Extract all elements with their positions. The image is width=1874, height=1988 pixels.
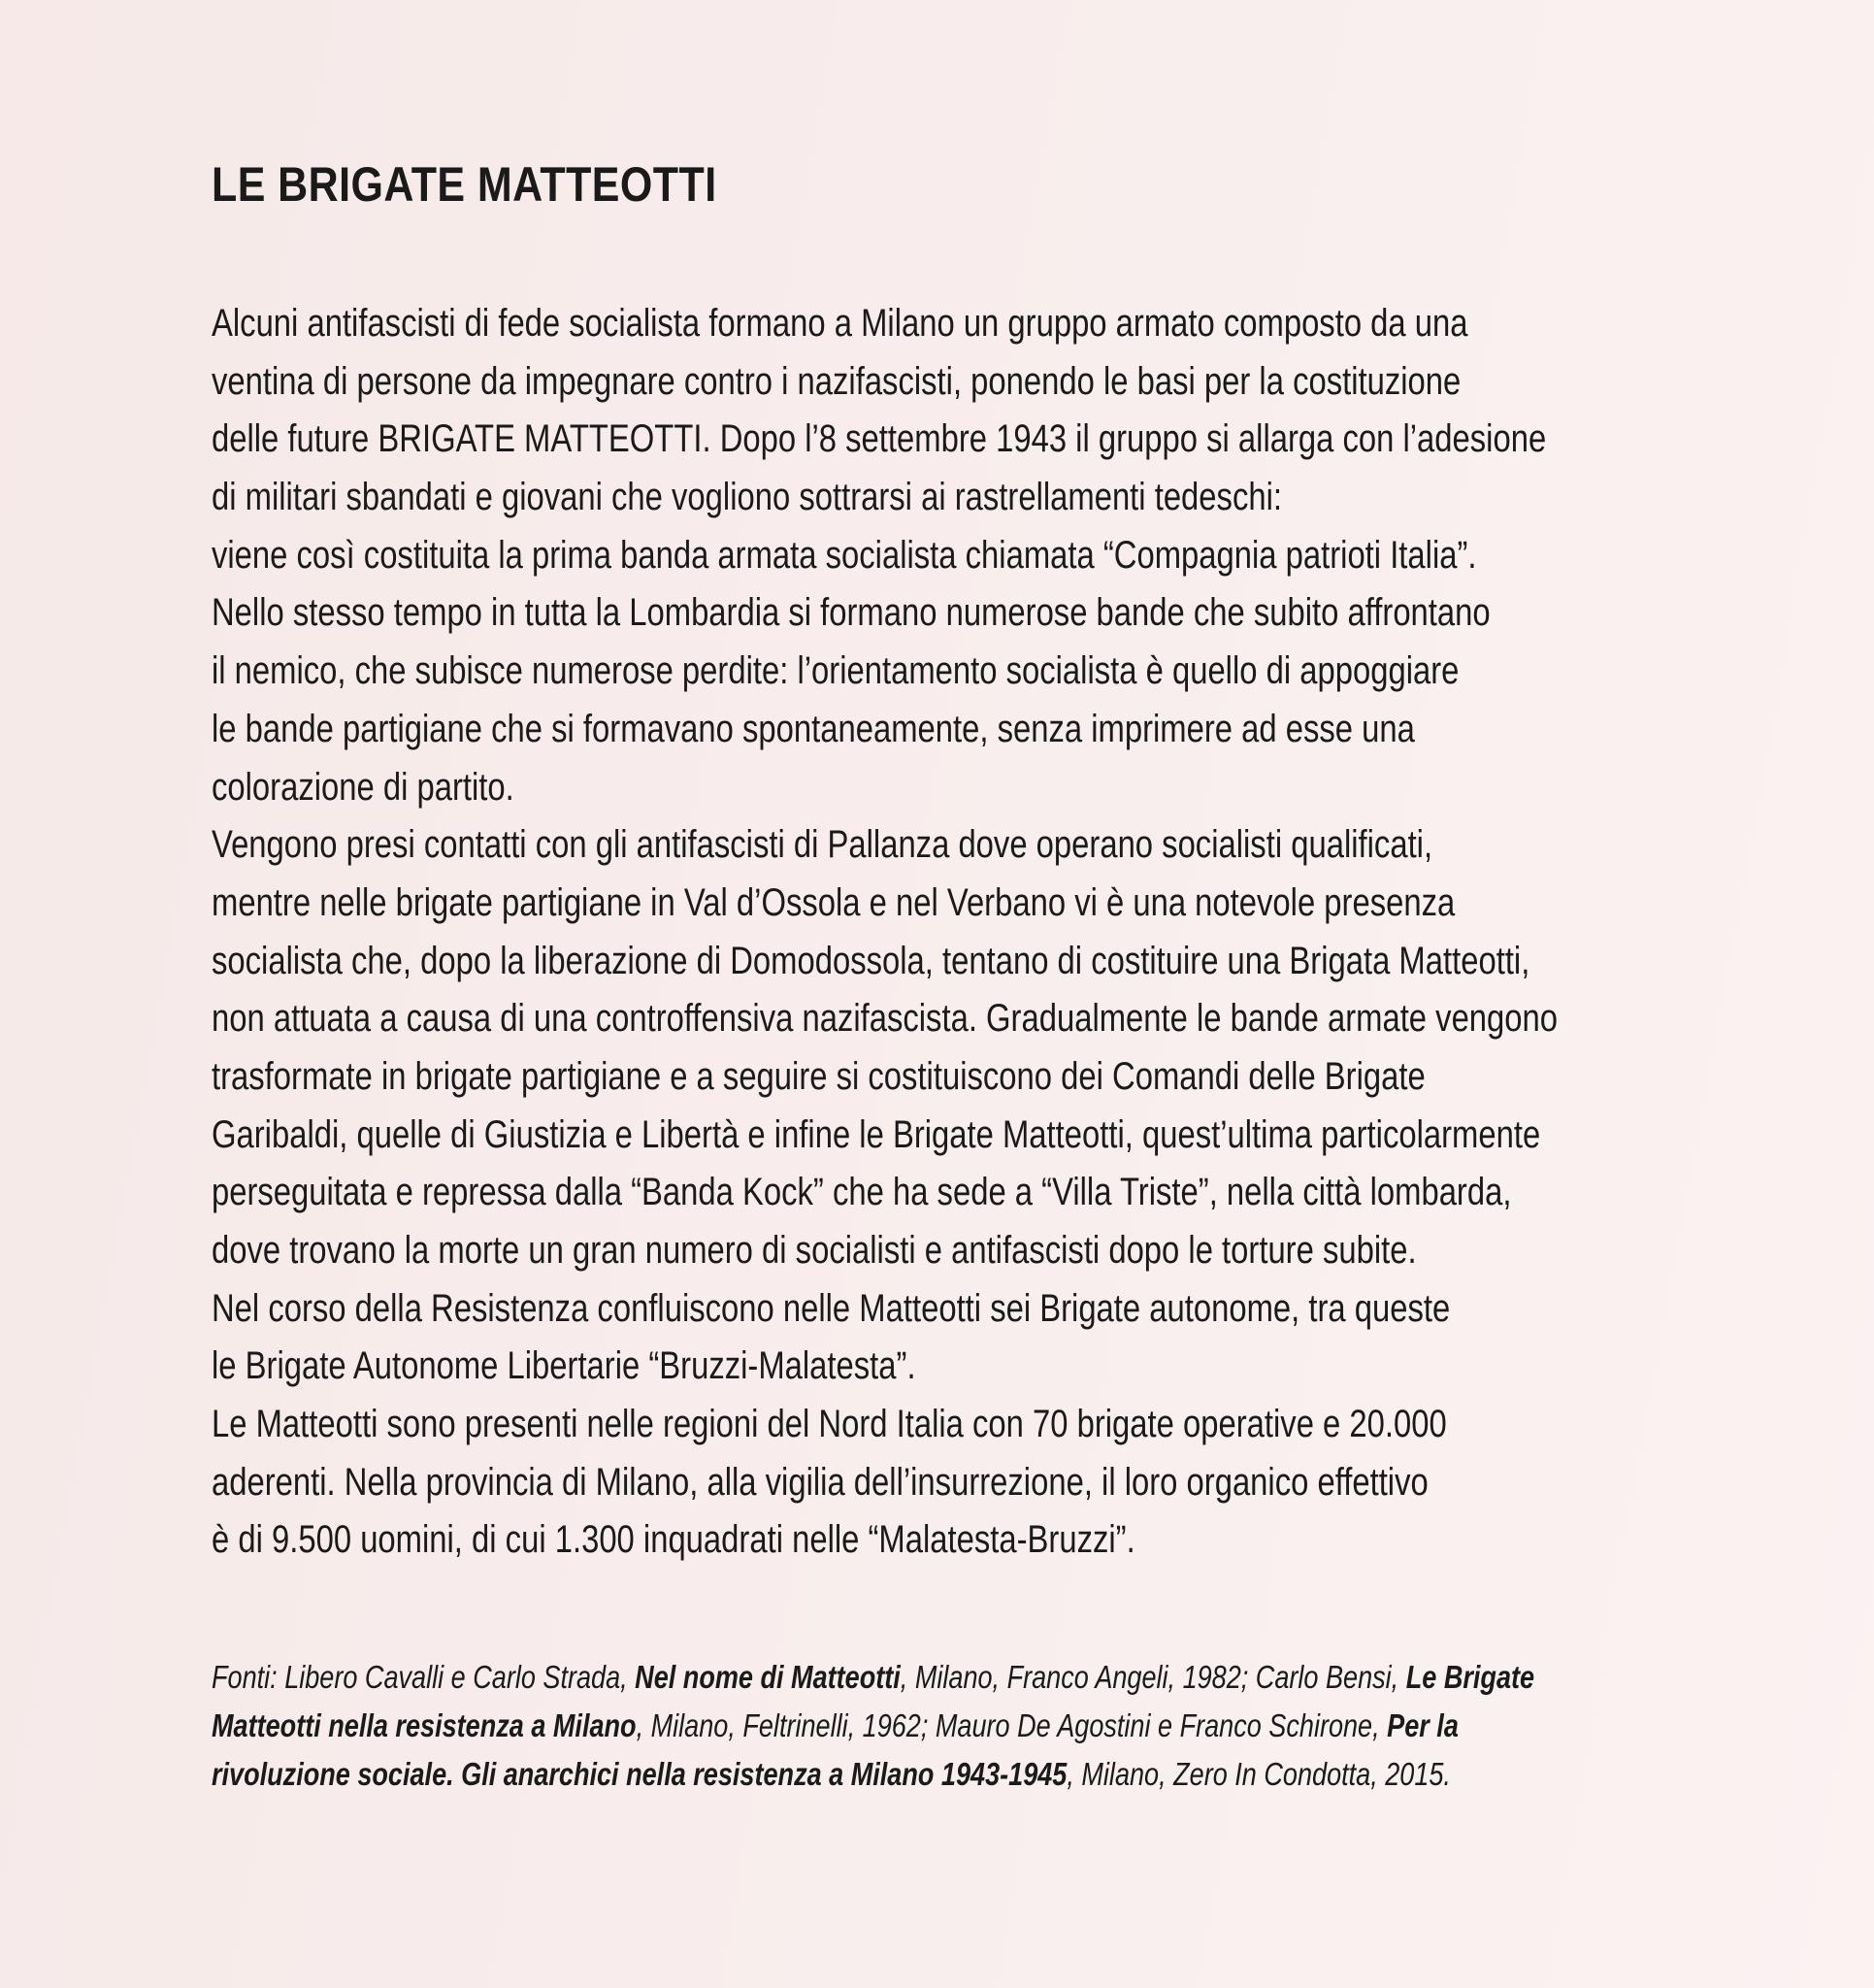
body-line: mentre nelle brigate partigiane in Val d’Ossola e nel Verbano vi è una notevole presenza	[212, 880, 1456, 924]
body-line: ventina di persone da impegnare contro i nazifascisti, ponendo le basi per la costituzione	[212, 359, 1462, 403]
body-line: delle future BRIGATE MATTEOTTI. Dopo l’8 settembre 1943 il gruppo si allarga con l’adesione	[212, 417, 1547, 461]
source-title: Nel nome di Matteotti	[635, 1659, 901, 1696]
body-line: dove trovano la morte un gran numero di socialisti e antifascisti dopo le torture subite.	[212, 1229, 1417, 1272]
source-text: Fonti: Libero Cavalli e Carlo Strada,	[212, 1659, 636, 1696]
body-line: Nel corso della Resistenza confluiscono nelle Matteotti sei Brigate autonome, tra queste	[212, 1286, 1451, 1330]
source-text: , Milano, Franco Angeli, 1982; Carlo Bensi,	[900, 1659, 1406, 1696]
sources-line	[212, 1653, 1535, 1702]
body-line: è di 9.500 uomini, di cui 1.300 inquadrati nelle “Malatesta-Bruzzi”.	[212, 1518, 1135, 1562]
body-text	[212, 295, 1726, 1570]
source-title: Matteotti nella resistenza a Milano	[212, 1707, 637, 1744]
source-title: rivoluzione sociale. Gli anarchici nella resistenza a Milano 1943-1945	[212, 1756, 1068, 1793]
body-line: il nemico, che subisce numerose perdite: l’orientamento socialista è quello di appoggiare	[212, 649, 1460, 693]
source-text: , Milano, Zero In Condotta, 2015.	[1067, 1756, 1451, 1793]
sources-block	[212, 1653, 1726, 1799]
body-line: perseguitata e repressa dalla “Banda Kock” che ha sede a “Villa Triste”, nella città lombarda,	[212, 1171, 1512, 1214]
exhibit-panel	[212, 155, 1726, 1799]
panel-title: LE BRIGATE MATTEOTTI	[212, 157, 717, 212]
body-line: Vengono presi contatti con gli antifascisti di Pallanza dove operano socialisti qualificati,	[212, 823, 1433, 867]
body-line: aderenti. Nella provincia di Milano, alla vigilia dell’insurrezione, il loro organico effettivo	[212, 1460, 1429, 1504]
source-title: Le Brigate	[1405, 1659, 1535, 1696]
body-line: non attuata a causa di una controffensiva nazifascista. Gradualmente le bande armate vengono	[212, 997, 1559, 1041]
body-line: socialista che, dopo la liberazione di Domodossola, tentano di costituire una Brigata Matteotti,	[212, 939, 1530, 982]
body-line: Garibaldi, quelle di Giustizia e Libertà e infine le Brigate Matteotti, quest’ultima particolarmente	[212, 1112, 1541, 1156]
body-line: Nello stesso tempo in tutta la Lombardia si formano numerose bande che subito affrontano	[212, 591, 1491, 635]
source-title: Per la	[1387, 1707, 1459, 1744]
body-line: di militari sbandati e giovani che vogliono sottrarsi ai rastrellamenti tedeschi:	[212, 476, 1282, 519]
body-line: le Brigate Autonome Libertarie “Bruzzi-Malatesta”.	[212, 1344, 916, 1388]
body-line: viene così costituita la prima banda armata socialista chiamata “Compagnia patrioti Italia”.	[212, 533, 1477, 577]
body-line: Alcuni antifascisti di fede socialista formano a Milano un gruppo armato composto da una	[212, 302, 1468, 345]
sources-line	[212, 1750, 1453, 1799]
body-line: trasformate in brigate partigiane e a seguire si costituiscono dei Comandi delle Brigate	[212, 1054, 1426, 1098]
body-line: le bande partigiane che si formavano spontaneamente, senza imprimere ad esse una	[212, 707, 1415, 750]
body-line: colorazione di partito.	[212, 765, 514, 809]
source-text: , Milano, Feltrinelli, 1962; Mauro De Agostini e Franco Schirone,	[636, 1707, 1388, 1744]
sources-line	[212, 1702, 1459, 1750]
body-line: Le Matteotti sono presenti nelle regioni del Nord Italia con 70 brigate operative e 20.000	[212, 1403, 1447, 1446]
